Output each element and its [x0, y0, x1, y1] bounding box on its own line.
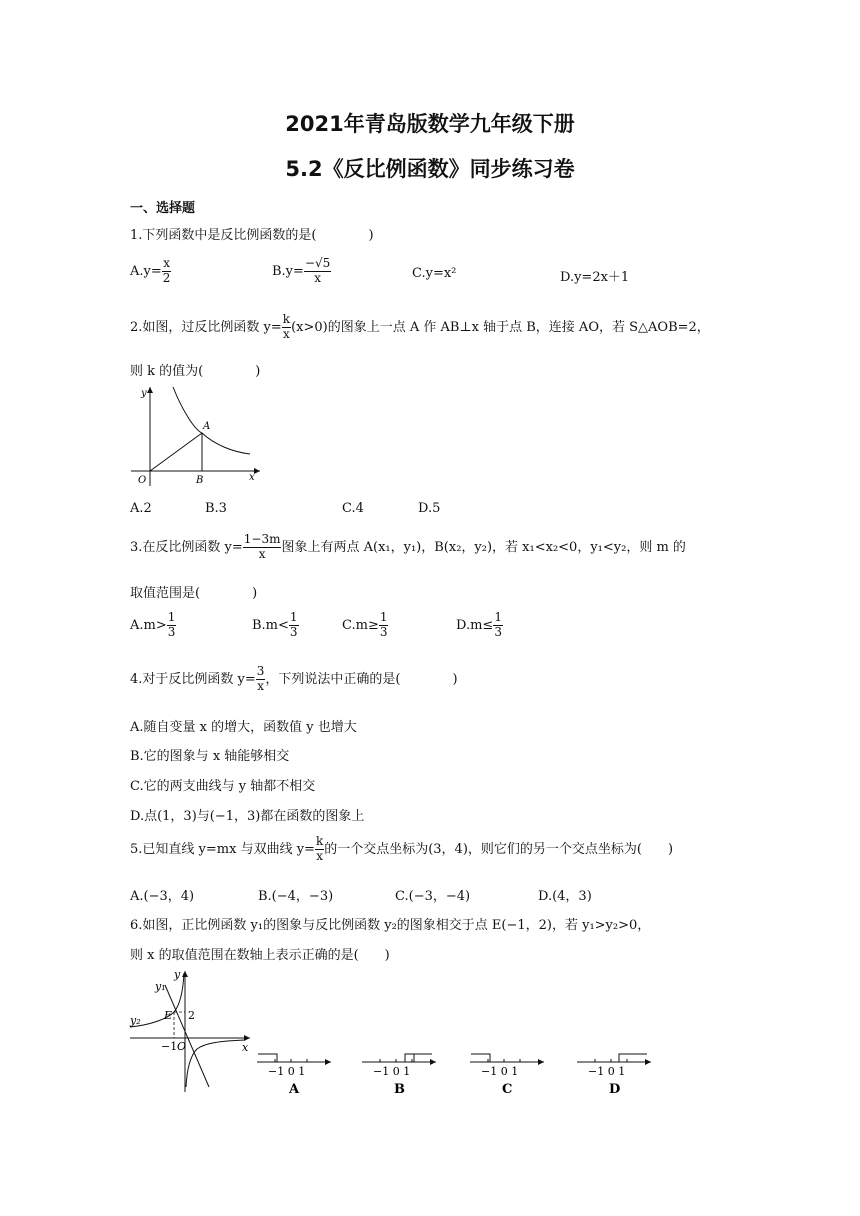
q1-option-d: D.y=2x＋1 [560, 270, 630, 285]
q6-numberline-a-ticks: −1 0 1 [268, 1065, 306, 1078]
q6-fig-tick-neg1: −1 [161, 1040, 178, 1053]
q3-stem-line-2: 取值范围是( ) [130, 586, 258, 601]
q6-numberline-d-ticks: −1 0 1 [588, 1065, 626, 1078]
q3-option-d: D.m≤ $\frac{1}{3}$ [456, 610, 502, 639]
q6-numberline-b [360, 1045, 440, 1097]
q2-option-a: A.2 [130, 501, 152, 516]
q6-numberline-b-ticks: −1 0 1 [373, 1065, 411, 1078]
q6-fig-origin: O [177, 1040, 187, 1053]
q6-fig-point-e: E [164, 1009, 173, 1022]
title-line-1: 2021年青岛版数学九年级下册 [285, 112, 575, 136]
q2-option-c: C.4 [342, 501, 364, 516]
q3-option-b: B.m< $\frac{1}{3}$ [252, 610, 298, 639]
q6-option-a-label: A [289, 1082, 300, 1097]
q6-fig-tick-2: 2 [188, 1009, 195, 1022]
q6-option-d-label: D [609, 1082, 621, 1097]
q6-fig-x-label: x [242, 1041, 249, 1054]
q6-fig-y-label: y [174, 968, 181, 981]
q2-fig-origin-label: O [138, 475, 147, 486]
q1-option-b: B.y= $\frac{-√5}{x}$ [272, 256, 331, 285]
q6-option-b-label: B [394, 1082, 405, 1097]
q6-numberline-c [468, 1045, 548, 1097]
q1-option-c: C.y=x² [412, 266, 457, 281]
q5-option-b: B.(−4，−3) [258, 889, 334, 904]
q2-stem-line-2: 则 k 的值为( ) [130, 364, 261, 379]
q6-option-c-label: C [502, 1082, 513, 1097]
q1-option-a: A.y= $\frac{x}{2}$ [130, 256, 171, 285]
q5-option-c: C.(−3，−4) [395, 889, 471, 904]
section-heading: 一、选择题 [130, 201, 196, 216]
q2-stem-line-1: 2.如图，过反比例函数 y= $\frac{k}{x}$ (x>0)的图象上一点 A 作 AB⊥x 轴于点 B，连接 AO，若 S△AOB=2， [130, 312, 710, 341]
q3-stem-line-1: 3.在反比例函数 y= $\frac{1-3m}{x}$ 图象上有两点 A(x₁，y₁)，B(x₂，y₂)，若 x₁<x₂<0，y₁<y₂，则 m 的 [130, 532, 686, 561]
q4-option-a: A.随自变量 x 的增大，函数值 y 也增大 [130, 720, 357, 735]
q2-fig-y-label: y [141, 388, 147, 399]
q6-stem-line-1: 6.如图，正比例函数 y₁的图象与反比例函数 y₂的图象相交于点 E(−1，2)，若 y₁>y₂>0， [130, 918, 651, 933]
q4-option-b: B.它的图象与 x 轴能够相交 [130, 749, 290, 764]
q6-numberline-d [575, 1045, 655, 1097]
q4-option-c: C.它的两支曲线与 y 轴都不相交 [130, 779, 316, 794]
q6-fig-y2-label: y₂ [130, 1014, 141, 1027]
q1-stem: 1.下列函数中是反比例函数的是( ) [130, 228, 374, 243]
q6-stem-line-2: 则 x 的取值范围在数轴上表示正确的是( ) [130, 948, 390, 963]
q5-option-d: D.(4，3) [538, 889, 592, 904]
q5-option-a: A.(−3，4) [130, 889, 195, 904]
q2-option-d: D.5 [418, 501, 441, 516]
q5-stem: 5.已知直线 y=mx 与双曲线 y= $\frac{k}{x}$ 的一个交点坐标为(3，4)，则它们的另一个交点坐标为( ) [130, 834, 674, 863]
q6-numberline-c-ticks: −1 0 1 [481, 1065, 519, 1078]
q2-fig-x-label: x [249, 472, 255, 483]
q3-option-c: C.m≥ $\frac{1}{3}$ [342, 610, 388, 639]
q2-fig-point-a: A [203, 421, 211, 432]
q6-figure [125, 967, 255, 1095]
q6-numberline-a [255, 1045, 335, 1097]
q2-figure [125, 382, 265, 490]
q3-option-a: A.m> $\frac{1}{3}$ [130, 610, 176, 639]
q2-fig-point-b: B [196, 475, 204, 486]
q4-option-d: D.点(1，3)与(−1，3)都在函数的图象上 [130, 809, 365, 824]
q2-option-b: B.3 [205, 501, 227, 516]
q6-fig-y1-label: y₁ [155, 980, 166, 993]
title-line-2: 5.2《反比例函数》同步练习卷 [285, 157, 575, 181]
q4-stem: 4.对于反比例函数 y= $\frac{3}{x}$ ，下列说法中正确的是( ) [130, 664, 458, 693]
